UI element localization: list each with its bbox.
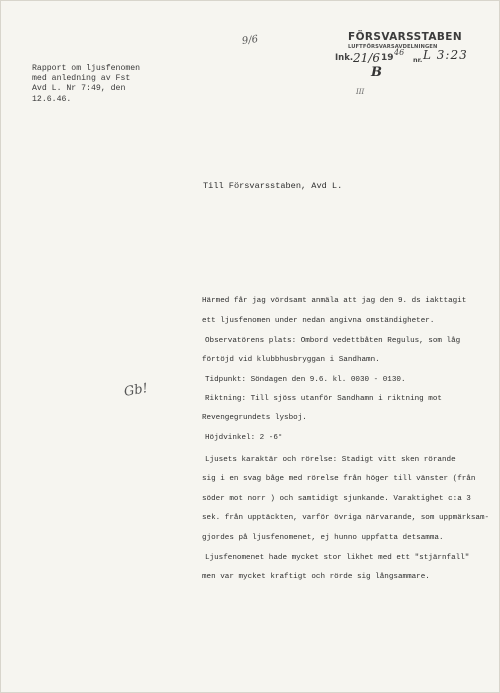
body-line: Höjdvinkel: 2 -6°	[205, 434, 283, 442]
body-line: Ljusets karaktär och rörelse: Stadigt vitt sken rörande	[205, 456, 456, 464]
body-line: Riktning: Till sjöss utanför Sandhamn i riktning mot	[205, 395, 442, 403]
body-line: sek. från upptäckten, varför övriga närvarande, som uppmärksam-	[202, 514, 490, 522]
body-line: Ljusfenomenet hade mycket stor likhet med ett "stjärnfall"	[205, 554, 470, 562]
body-line: söder mot norr ) och samtidigt sjunkande. Varaktighet c:a 3	[202, 495, 471, 503]
reference-block	[32, 64, 140, 105]
stamp-title: FÖRSVARSSTABEN	[348, 31, 463, 43]
body-line: Tidpunkt: Söndagen den 9.6. kl. 0030 - 0130.	[205, 376, 406, 384]
handwritten-small-mark: III	[356, 88, 365, 96]
handwritten-stamp-mark: B	[371, 65, 382, 80]
body-line: Observatörens plats: Ombord vedettbåten Regulus, som låg	[205, 337, 461, 345]
stamp-year-hand: 46	[394, 48, 405, 57]
body-line: förtöjd vid klubbhusbryggan i Sandhamn.	[202, 356, 380, 364]
body-line: men var mycket kraftigt och rörde sig långsammare.	[202, 573, 430, 581]
reference-line: Rapport om ljusfenomen	[32, 64, 141, 73]
stamp-year-prefix: 19	[381, 53, 394, 63]
handwritten-margin-note: Gb!	[122, 381, 150, 400]
reference-line: 12.6.46.	[32, 94, 72, 104]
stamp-subtitle: LUFTFÖRSVARSAVDELNINGEN	[348, 44, 438, 50]
body-line: Härmed får jag vördsamt anmäla att jag den 9. ds iakttagit	[202, 297, 467, 305]
handwritten-date-note: 9/6	[241, 33, 259, 48]
body-line: Revengegrundets lysboj.	[202, 414, 307, 422]
addressee-line: Till Försvarsstaben, Avd L.	[203, 181, 343, 191]
stamp-reg-number: L 3:23	[423, 48, 468, 62]
stamp-ink-label: Ink.	[335, 53, 354, 63]
body-line: ett ljusfenomen under nedan angivna omständigheter.	[202, 317, 435, 325]
stamp-day-month: 21/6	[353, 51, 380, 65]
reference-line: Avd L. Nr 7:49, den	[32, 84, 126, 94]
body-line: gjordes på ljusfenomenet, ej hunno uppfatta detsamma.	[202, 534, 444, 542]
body-line: sig i en svag båge med rörelse från höger till vänster (från	[202, 475, 476, 483]
stamp-nr-label: nr.	[413, 56, 423, 64]
reference-line: med anledning av Fst	[32, 74, 131, 84]
